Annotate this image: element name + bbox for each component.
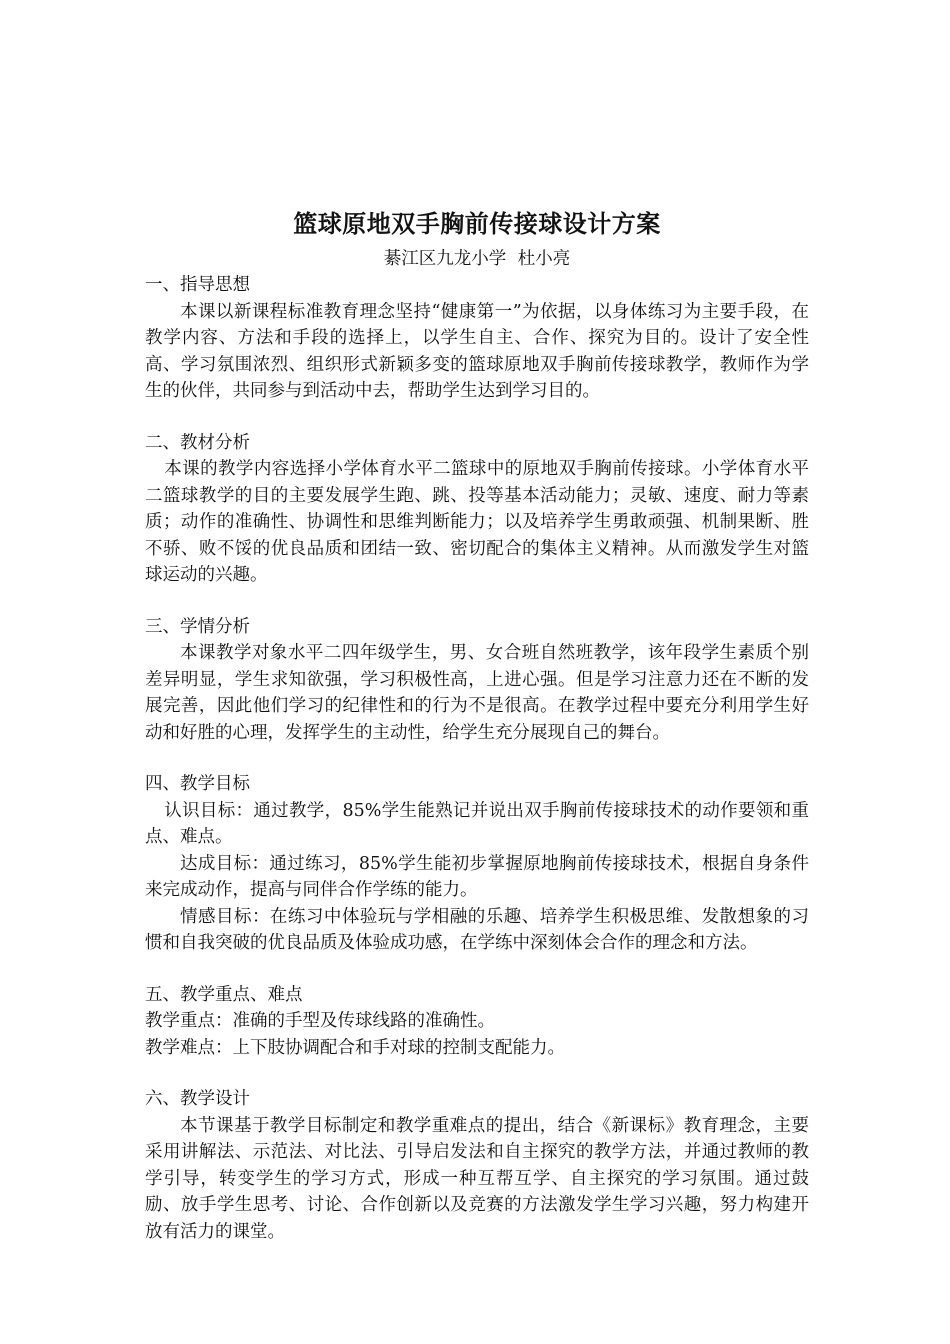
section-paragraph: 本课以新课程标准教育理念坚持“健康第一”为依据，以身体练习为主要手段，在教学内容、方法和手段的选择上，以学生自主、合作、探究为目的。设计了安全性高、学习氛围浓烈、组织形式新颖多变的篮球原地双手胸前传接球教学，教师作为学生的伙伴，共同参与到活动中去，帮助学生达到学习目的。 [145, 301, 809, 401]
section-paragraph: 本课的教学内容选择小学体育水平二篮球中的原地双手胸前传接球。小学体育水平二篮球教学的目的主要发展学生跑、跳、投等基本活动能力；灵敏、速度、耐力等素质；动作的准确性、协调性和思维判断能力；以及培养学生勇敢顽强、机制果断、胜不骄、败不馁的优良品质和团结一致、密切配合的集体主义精神。从而激发学生对篮球运动的兴趣。 [145, 459, 809, 585]
section-teaching-design [145, 1086, 809, 1245]
section-heading: 一、指导思想 [145, 275, 250, 295]
objective-achievement: 达成目标：通过练习，85%学生能初步掌握原地胸前传接球技术，根据自身条件来完成动作，提高与同伴合作学练的能力。 [145, 853, 809, 900]
section-heading: 四、教学目标 [145, 774, 250, 794]
section-heading: 六、教学设计 [145, 1089, 250, 1109]
section-heading: 二、教材分析 [145, 432, 250, 453]
section-material-analysis [145, 430, 809, 589]
section-heading: 五、教学重点、难点 [145, 984, 303, 1005]
section-paragraph: 本课教学对象水平二四年级学生，男、女合班自然班教学，该年段学生素质个别差异明显，学生求知欲强，学习积极性高，上进心强。但是学习注意力还在不断的发展完善，因此他们学习的纪律性和的行为不是很高。在教学过程中要充分利用学生好动和好胜的心理，发挥学生的主动性，给学生充分展现自己的舞台。 [145, 643, 809, 743]
document-body [145, 206, 809, 1270]
difficult-point: 教学难点：上下肢协调配合和手对球的控制支配能力。 [145, 1037, 565, 1058]
section-key-difficult-points [145, 982, 809, 1062]
section-paragraph: 本节课基于教学目标制定和教学重难点的提出，结合《新课标》教育理念，主要采用讲解法、示范法、对比法、引导启发法和自主探究的教学方法，并通过教师的教学引导，转变学生的学习方式，形成一种互帮互学、自主探究的学习氛围。通过鼓励、放手学生思考、讨论、合作创新以及竞赛的方法激发学生学习兴趣，努力构建开放有活力的课堂。 [145, 1115, 809, 1242]
section-heading: 三、学情分析 [145, 616, 250, 637]
objective-cognitive: 认识目标：通过教学，85%学生能熟记并说出双手胸前传接球技术的动作要领和重点、难点。 [145, 800, 809, 847]
section-teaching-objectives [145, 771, 809, 957]
document-author: 綦江区九龙小学 杜小亮 [383, 249, 571, 269]
section-guiding-thought [145, 272, 809, 405]
section-student-analysis [145, 614, 809, 747]
objective-affective: 情感目标：在练习中体验玩与学相融的乐趣、培养学生积极思维、发散想象的习惯和自我突破的优良品质及体验成功感，在学练中深刻体会合作的理念和方法。 [145, 906, 809, 953]
document-title: 篮球原地双手胸前传接球设计方案 [293, 209, 661, 238]
key-point: 教学重点：准确的手型及传球线路的准确性。 [145, 1011, 495, 1031]
